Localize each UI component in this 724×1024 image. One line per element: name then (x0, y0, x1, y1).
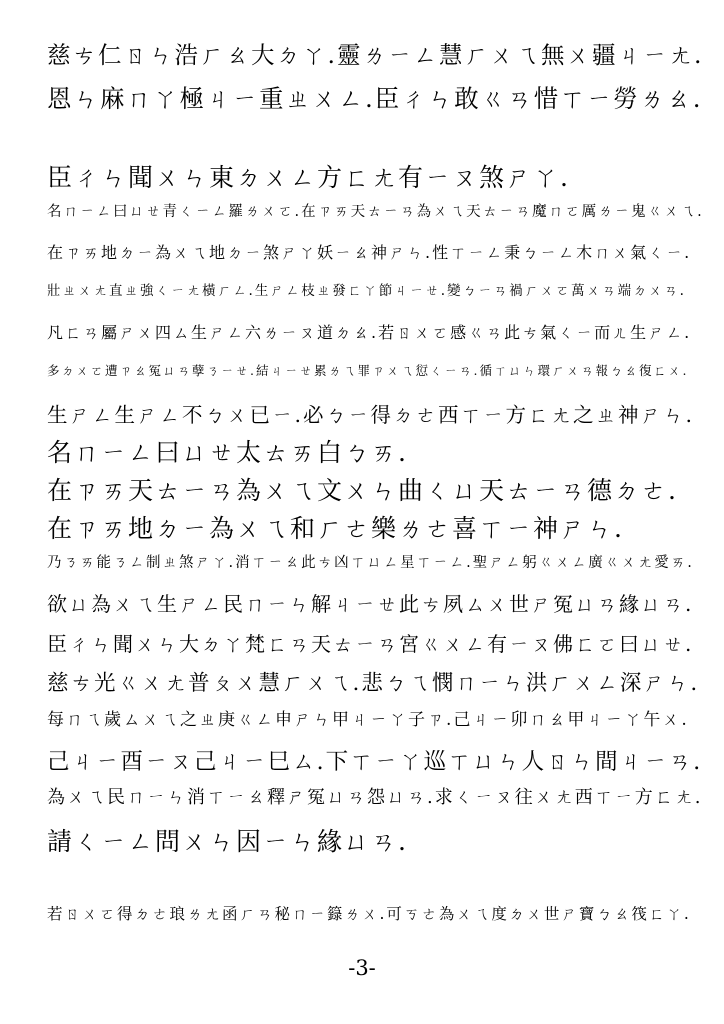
text-line: 臣ㄔㄣ聞ㄨㄣ大ㄉㄚ梵ㄈㄢ天ㄊㄧㄢ宮ㄍㄨㄥ有ㄧㄡ佛ㄈㄛ曰ㄩㄝ. (47, 632, 694, 656)
text-line: 慈ㄘ光ㄍㄨㄤ普ㄆㄨ慧ㄏㄨㄟ.悲ㄅㄟ憫ㄇㄧㄣ洪ㄏㄨㄥ深ㄕㄣ. (47, 671, 700, 696)
text-line: 壯ㄓㄨㄤ直ㄓ強ㄑㄧㄤ橫ㄏㄥ.生ㄕㄥ枝ㄓ發ㄈㄚ節ㄐㄧㄝ.變ㄅㄧㄢ禍ㄏㄨㄛ萬ㄨㄢ端ㄉㄨㄢ. (47, 283, 686, 299)
text-line: 欲ㄩ為ㄨㄟ生ㄕㄥ民ㄇㄧㄣ解ㄐㄧㄝ此ㄘ夙ㄙㄨ世ㄕ冤ㄩㄢ緣ㄩㄢ. (47, 592, 694, 616)
page-number: -3- (348, 956, 376, 980)
text-line: 凡ㄈㄢ屬ㄕㄨ四ㄙ生ㄕㄥ六ㄌㄧㄡ道ㄉㄠ.若ㄖㄨㄛ感ㄍㄢ此ㄘ氣ㄑㄧ而ㄦ生ㄕㄥ. (47, 323, 692, 342)
text-line: 乃ㄋㄞ能ㄋㄥ制ㄓ煞ㄕㄚ.消ㄒㄧㄠ此ㄘ凶ㄒㄩㄥ星ㄒㄧㄥ.聖ㄕㄥ躬ㄍㄨㄥ廣ㄍㄨㄤ愛ㄞ. (47, 555, 694, 571)
text-line: 名ㄇㄧㄥ曰ㄩㄝ青ㄑㄧㄥ羅ㄌㄨㄛ.在ㄗㄞ天ㄊㄧㄢ為ㄨㄟ天ㄊㄧㄢ魔ㄇㄛ厲ㄌㄧ鬼ㄍㄨㄟ. (47, 204, 704, 220)
text-line: 生ㄕㄥ生ㄕㄥ不ㄅㄨ已ㄧ.必ㄅㄧ得ㄉㄜ西ㄒㄧ方ㄈㄤ之ㄓ神ㄕㄣ. (47, 403, 695, 427)
text-line: 名ㄇㄧㄥ曰ㄩㄝ太ㄊㄞ白ㄅㄞ. (47, 438, 408, 467)
text-line: 在ㄗㄞ地ㄉㄧ為ㄨㄟ和ㄏㄜ樂ㄌㄜ喜ㄒㄧ神ㄕㄣ. (47, 514, 624, 543)
text-line: 多ㄉㄨㄛ遭ㄗㄠ冤ㄩㄢ孽ㄋㄧㄝ.結ㄐㄧㄝ累ㄌㄟ罪ㄗㄨㄟ愆ㄑㄧㄢ.循ㄒㄩㄣ環ㄏㄨㄢ報ㄅㄠ復ㄈㄨ. (47, 363, 689, 378)
text-line: 己ㄐㄧ酉ㄧㄡ己ㄐㄧ巳ㄙ.下ㄒㄧㄚ巡ㄒㄩㄣ人ㄖㄣ間ㄐㄧㄢ. (47, 749, 703, 775)
text-line: 請ㄑㄧㄥ問ㄨㄣ因ㄧㄣ緣ㄩㄢ. (47, 827, 408, 856)
text-line: 每ㄇㄟ歲ㄙㄨㄟ之ㄓ庚ㄍㄥ申ㄕㄣ甲ㄐㄧㄚ子ㄗ.己ㄐㄧ卯ㄇㄠ甲ㄐㄧㄚ午ㄨ. (47, 710, 689, 730)
text-line: 若ㄖㄨㄛ得ㄉㄜ琅ㄌㄤ函ㄏㄢ秘ㄇㄧ籙ㄌㄨ.可ㄎㄜ為ㄨㄟ度ㄉㄨ世ㄕ寶ㄅㄠ筏ㄈㄚ. (47, 905, 691, 923)
text-line: 在ㄗㄞ地ㄉㄧ為ㄨㄟ地ㄉㄧ煞ㄕㄚ妖ㄧㄠ神ㄕㄣ.性ㄒㄧㄥ秉ㄅㄧㄥ木ㄇㄨ氣ㄑㄧ. (47, 243, 692, 262)
text-line: 慈ㄘ仁ㄖㄣ浩ㄏㄠ大ㄉㄚ.靈ㄌㄧㄥ慧ㄏㄨㄟ無ㄨ疆ㄐㄧㄤ. (47, 41, 704, 69)
text-line: 臣ㄔㄣ聞ㄨㄣ東ㄉㄨㄥ方ㄈㄤ有ㄧㄡ煞ㄕㄚ. (47, 163, 570, 192)
text-line: 在ㄗㄞ天ㄊㄧㄢ為ㄨㄟ文ㄨㄣ曲ㄑㄩ天ㄊㄧㄢ德ㄉㄜ. (47, 476, 678, 505)
text-line: 為ㄨㄟ民ㄇㄧㄣ消ㄒㄧㄠ釋ㄕ冤ㄩㄢ怨ㄩㄢ.求ㄑㄧㄡ往ㄨㄤ西ㄒㄧ方ㄈㄤ. (47, 787, 703, 808)
text-line: 恩ㄣ麻ㄇㄚ極ㄐㄧ重ㄓㄨㄥ.臣ㄔㄣ敢ㄍㄢ惜ㄒㄧ勞ㄌㄠ. (47, 84, 703, 113)
